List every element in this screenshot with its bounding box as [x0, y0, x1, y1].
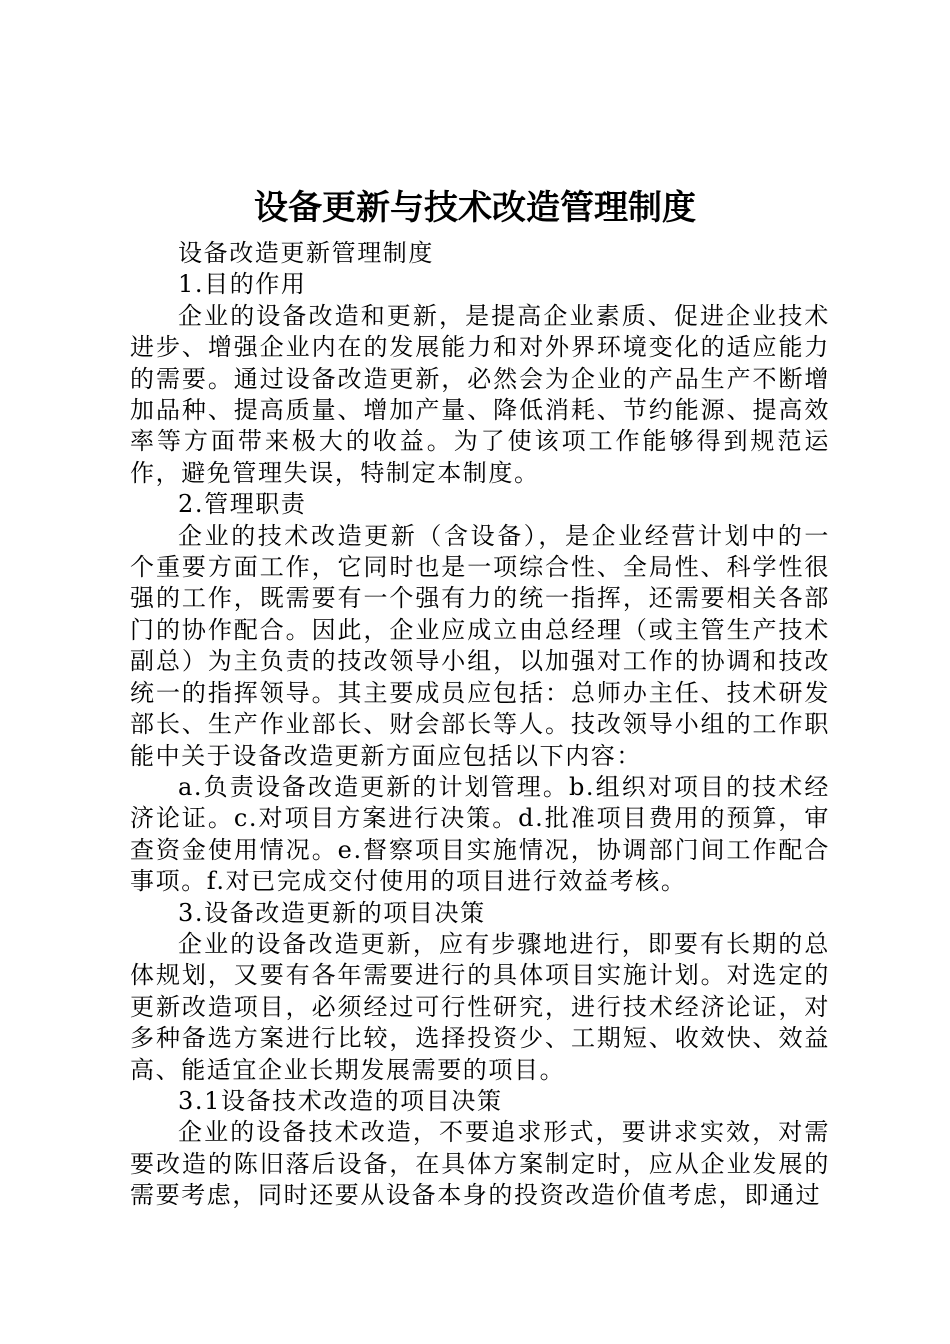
paragraph-purpose: 企业的设备改造和更新，是提高企业素质、促进企业技术进步、增强企业内在的发展能力和对外界环境变化的适应能力的需要。通过设备改造更新，必然会为企业的产品生产不断增加品种、提高质量、增加产量、降低消耗、节约能源、提高效率等方面带来极大的收益。为了使该项工作能够得到规范运作，避免管理失误，特制定本制度。	[130, 301, 830, 487]
section-heading-purpose: 1.目的作用	[178, 270, 307, 299]
section-heading-tech-renovation: 3.1设备技术改造的项目决策	[178, 1086, 503, 1115]
document-title: 设备更新与技术改造管理制度	[254, 188, 696, 228]
subtitle-paragraph: 设备改造更新管理制度	[178, 239, 434, 267]
section-heading-project-decision: 3.设备改造更新的项目决策	[178, 898, 486, 927]
section-heading-responsibilities: 2.管理职责	[178, 490, 307, 519]
paragraph-project-decision: 企业的设备改造更新，应有步骤地进行，即要有长期的总体规划，又要有各年需要进行的具体项目实施计划。对选定的更新改造项目，必须经过可行性研究，进行技术经济论证，对多种备选方案进行比较，选择投资少、工期短、收效快、效益高、能适宜企业长期发展需要的项目。	[130, 929, 830, 1084]
paragraph-tech-renovation: 企业的设备技术改造，不要追求形式，要讲求实效，对需要改造的陈旧落后设备，在具体方案制定时，应从企业发展的需要考虑，同时还要从设备本身的投资改造价值考虑，即通过	[130, 1118, 830, 1210]
paragraph-responsibilities: 企业的技术改造更新（含设备），是企业经营计划中的一个重要方面工作，它同时也是一项综合性、全局性、科学性很强的工作，既需要有一个强有力的统一指挥，还需要相关各部门的协作配合。因此，企业应成立由总经理（或主管生产技术副总）为主负责的技改领导小组，以加强对工作的协调和技改统一的指挥领导。其主要成员应包括：总师办主任、技术研发部长、生产作业部长、财会部长等人。技改领导小组的工作职能中关于设备改造更新方面应包括以下内容：	[130, 521, 830, 770]
document-body	[130, 238, 830, 1212]
paragraph-duties-list: a.负责设备改造更新的计划管理。b.组织对项目的技术经济论证。c.对项目方案进行决策。d.批准项目费用的预算，审查资金使用情况。e.督察项目实施情况，协调部门间工作配合事项。f.对已完成交付使用的项目进行效益考核。	[130, 772, 830, 896]
